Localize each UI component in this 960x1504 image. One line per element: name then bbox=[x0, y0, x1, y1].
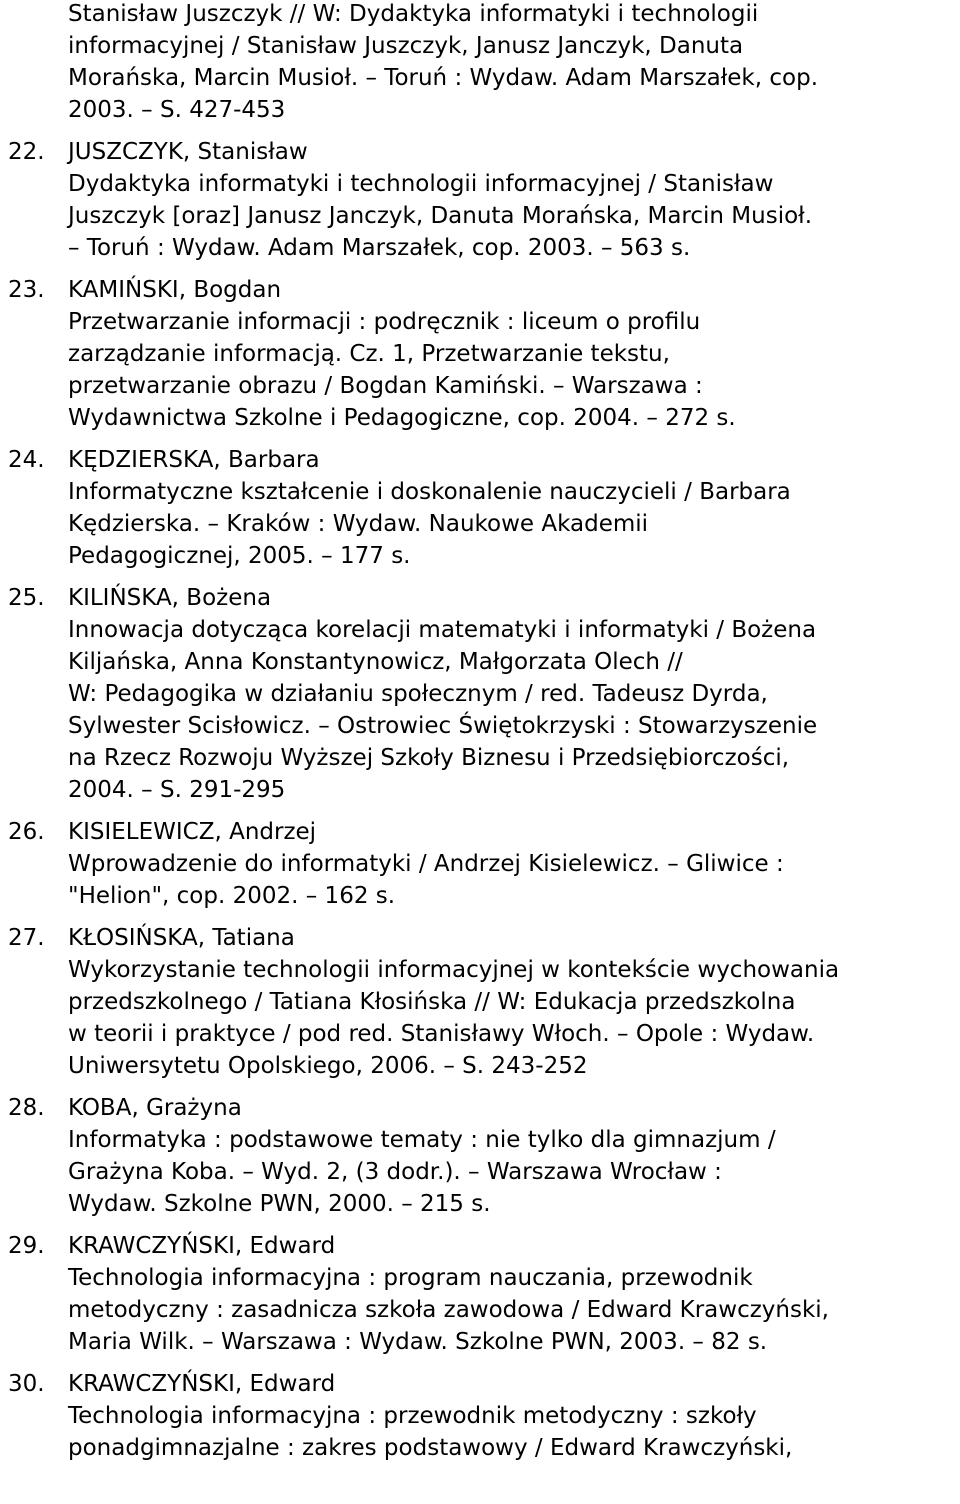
entry-line: zarządzanie informacją. Cz. 1, Przetwarzanie tekstu, bbox=[68, 341, 670, 367]
entry-line: Kiljańska, Anna Konstantynowicz, Małgorzata Olech // bbox=[68, 649, 683, 675]
entry-line: Przetwarzanie informacji : podręcznik : liceum o profilu bbox=[68, 309, 701, 335]
bibliography-entry bbox=[0, 582, 960, 806]
entry-line: Wprowadzenie do informatyki / Andrzej Kisielewicz. – Gliwice : bbox=[68, 851, 784, 877]
entry-line: przetwarzanie obrazu / Bogdan Kamiński. – Warszawa : bbox=[68, 373, 703, 399]
entry-text bbox=[68, 1368, 960, 1464]
bibliography-entry bbox=[0, 1368, 960, 1464]
entry-line: informacyjnej / Stanisław Juszczyk, Janusz Janczyk, Danuta bbox=[68, 33, 744, 59]
entry-line: Grażyna Koba. – Wyd. 2, (3 dodr.). – Warszawa Wrocław : bbox=[68, 1159, 722, 1185]
bibliography-entry bbox=[0, 816, 960, 912]
bibliography-entry bbox=[0, 1230, 960, 1358]
entry-author: KISIELEWICZ, Andrzej bbox=[68, 819, 317, 845]
entry-line: ponadgimnazjalne : zakres podstawowy / Edward Krawczyński, bbox=[68, 1435, 793, 1461]
entry-author: KŁOSIŃSKA, Tatiana bbox=[68, 925, 295, 951]
entry-number: 22. bbox=[8, 139, 45, 165]
entry-text bbox=[68, 582, 960, 806]
entry-line: "Helion", cop. 2002. – 162 s. bbox=[68, 883, 396, 909]
entry-line: Technologia informacyjna : przewodnik metodyczny : szkoły bbox=[68, 1403, 757, 1429]
entry-line: Informatyczne kształcenie i doskonalenie nauczycieli / Barbara bbox=[68, 479, 791, 505]
entry-number: 26. bbox=[8, 819, 45, 845]
entry-text bbox=[68, 922, 960, 1082]
bibliography-entry bbox=[0, 274, 960, 434]
entry-line: Uniwersytetu Opolskiego, 2006. – S. 243-252 bbox=[68, 1053, 588, 1079]
entry-author: KOBA, Grażyna bbox=[68, 1095, 242, 1121]
entry-author: KRAWCZYŃSKI, Edward bbox=[68, 1371, 336, 1397]
entry-line: Wykorzystanie technologii informacyjnej w kontekście wychowania bbox=[68, 957, 840, 983]
entry-author: JUSZCZYK, Stanisław bbox=[68, 139, 308, 165]
entry-number: 25. bbox=[8, 585, 45, 611]
entry-line: – Toruń : Wydaw. Adam Marszałek, cop. 2003. – 563 s. bbox=[68, 235, 691, 261]
entry-text bbox=[68, 816, 960, 912]
entry-text bbox=[68, 1230, 960, 1358]
entry-line: Sylwester Scisłowicz. – Ostrowiec Świętokrzyski : Stowarzyszenie bbox=[68, 713, 818, 739]
entry-line: Maria Wilk. – Warszawa : Wydaw. Szkolne PWN, 2003. – 82 s. bbox=[68, 1329, 768, 1355]
entry-line: Kędzierska. – Kraków : Wydaw. Naukowe Akademii bbox=[68, 511, 649, 537]
entry-text bbox=[68, 136, 960, 264]
entry-line: Juszczyk [oraz] Janusz Janczyk, Danuta Morańska, Marcin Musioł. bbox=[68, 203, 813, 229]
entry-line: 2003. – S. 427-453 bbox=[68, 97, 286, 123]
entry-number: 27. bbox=[8, 925, 45, 951]
entry-line: na Rzecz Rozwoju Wyższej Szkoły Biznesu i Przedsiębiorczości, bbox=[68, 745, 790, 771]
entry-text bbox=[68, 444, 960, 572]
entry-number: 28. bbox=[8, 1095, 45, 1121]
entry-line: 2004. – S. 291-295 bbox=[68, 777, 286, 803]
entry-line: Dydaktyka informatyki i technologii informacyjnej / Stanisław bbox=[68, 171, 774, 197]
entry-line: w teorii i praktyce / pod red. Stanisławy Włoch. – Opole : Wydaw. bbox=[68, 1021, 815, 1047]
entry-author: KĘDZIERSKA, Barbara bbox=[68, 447, 320, 473]
entry-number: 30. bbox=[8, 1371, 45, 1397]
entry-line: Morańska, Marcin Musioł. – Toruń : Wydaw. Adam Marszałek, cop. bbox=[68, 65, 819, 91]
bibliography-entry bbox=[0, 922, 960, 1082]
entry-text bbox=[68, 1092, 960, 1220]
entry-number: 23. bbox=[8, 277, 45, 303]
entry-line: Technologia informacyjna : program nauczania, przewodnik bbox=[68, 1265, 753, 1291]
entry-line: metodyczny : zasadnicza szkoła zawodowa / Edward Krawczyński, bbox=[68, 1297, 829, 1323]
entry-author: KAMIŃSKI, Bogdan bbox=[68, 277, 282, 303]
entry-line: Wydaw. Szkolne PWN, 2000. – 215 s. bbox=[68, 1191, 491, 1217]
entry-line: W: Pedagogika w działaniu społecznym / red. Tadeusz Dyrda, bbox=[68, 681, 768, 707]
entry-line: Wydawnictwa Szkolne i Pedagogiczne, cop. 2004. – 272 s. bbox=[68, 405, 736, 431]
entry-line: Informatyka : podstawowe tematy : nie tylko dla gimnazjum / bbox=[68, 1127, 776, 1153]
bibliography-entry bbox=[0, 136, 960, 264]
entry-line: Stanisław Juszczyk // W: Dydaktyka informatyki i technologii bbox=[68, 1, 759, 27]
bibliography-entry bbox=[0, 444, 960, 572]
entry-line: przedszkolnego / Tatiana Kłosińska // W: Edukacja przedszkolna bbox=[68, 989, 796, 1015]
entry-number: 29. bbox=[8, 1233, 45, 1259]
bibliography-entry bbox=[0, 1092, 960, 1220]
entry-text bbox=[68, 274, 960, 434]
entry-author: KILIŃSKA, Bożena bbox=[68, 585, 272, 611]
entry-line: Innowacja dotycząca korelacji matematyki i informatyki / Bożena bbox=[68, 617, 817, 643]
continued-entry bbox=[68, 0, 948, 126]
entry-line: Pedagogicznej, 2005. – 177 s. bbox=[68, 543, 411, 569]
entry-author: KRAWCZYŃSKI, Edward bbox=[68, 1233, 336, 1259]
entry-number: 24. bbox=[8, 447, 45, 473]
